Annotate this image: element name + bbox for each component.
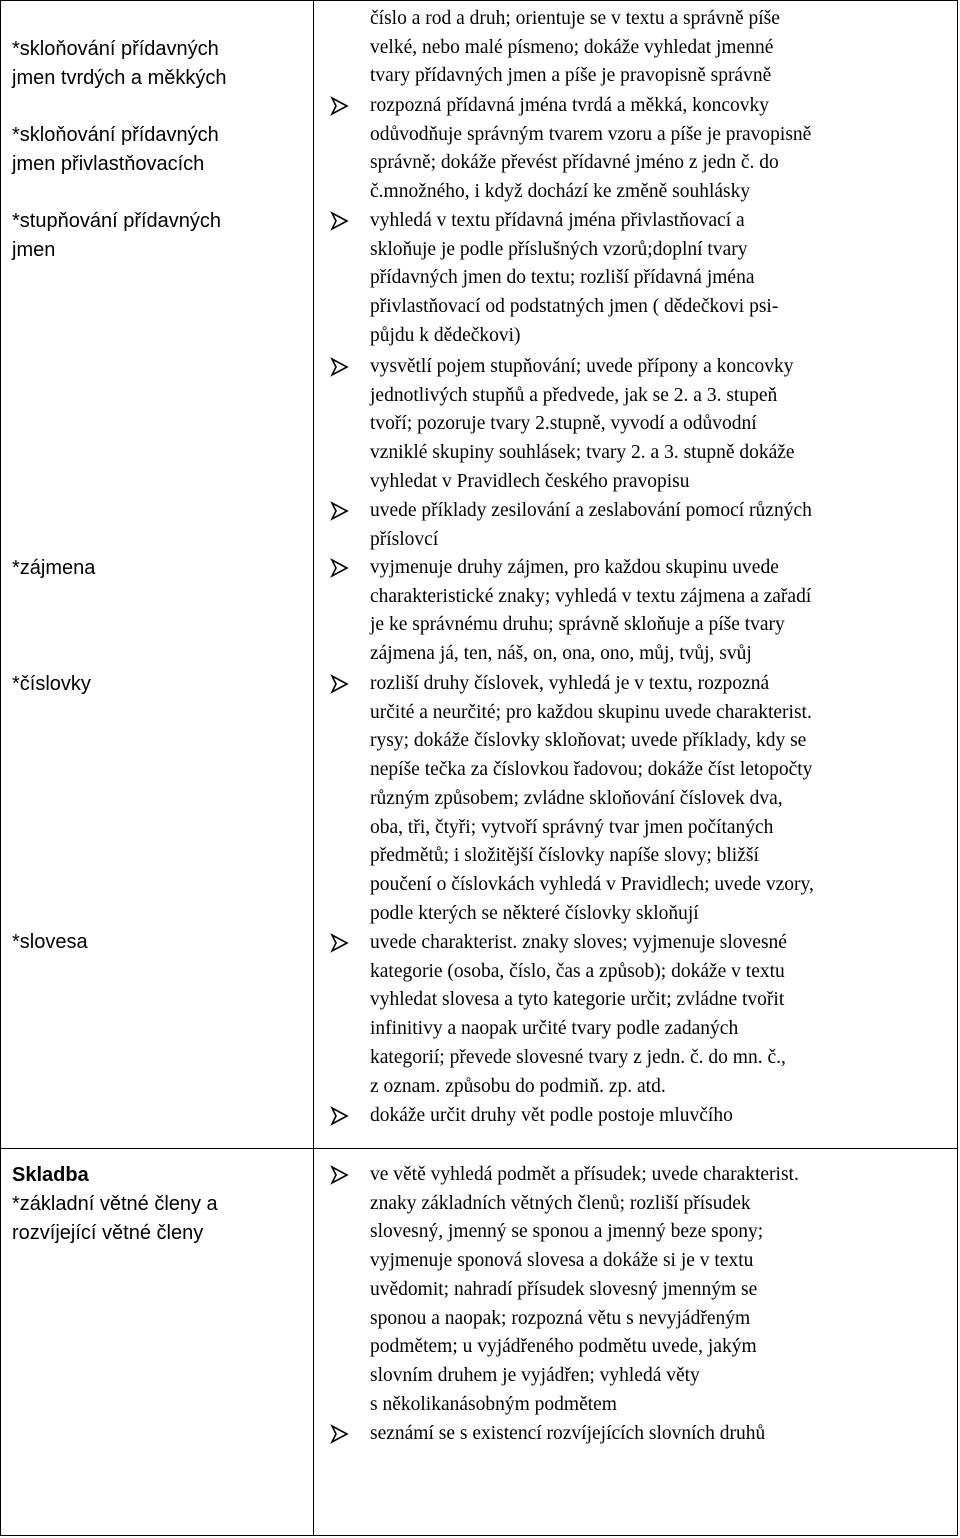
topic-adjective-declension: *skloňování přídavných jmen tvrdých a měkkých bbox=[12, 38, 227, 89]
table-border-bottom bbox=[0, 1535, 958, 1536]
table-column-divider bbox=[313, 0, 314, 1536]
arrowhead-bullet-icon bbox=[330, 357, 350, 377]
topic-syntax: Skladba *základní větné členy a rozvíjející větné členy bbox=[12, 1161, 218, 1248]
table-border-left bbox=[0, 0, 1, 1536]
outcome-modifiers: seznámí se s existencí rozvíjejících slovních druhů bbox=[370, 1423, 766, 1444]
table-row-divider bbox=[0, 1148, 958, 1149]
outcome-numerals: rozliší druhy číslovek, vyhledá je v textu, rozpozná určité a neurčité; pro každou skupinu uvede charakterist. rysy; dokáže číslovky skloňovat; uvede příklady, kdy se nepíše tečka za číslovkou řadovou; dokáže číst letopočty různým způsobem; zvládne skloňování číslovek dva, oba, tři, čtyři; vytvoří správný tvar jmen počítaných předmětů; i složitější číslovky napíše slovy; bližší poučení o číslovkách vyhledá v Pravidlech; uvede vzory, podle kterých se některé číslovky skloňují bbox=[370, 673, 814, 924]
outcome-subject-predicate: ve větě vyhledá podmět a přísudek; uvede charakterist. znaky základních větných členů; rozliší přísudek slovesný, jmenný se sponou a jmenný beze spony; vyjmenuje sponová slovesa a dokáže si je v textu uvědomit; nahradí přísudek slovesný jmenným se sponou a naopak; rozpozná větu s nevyjádřeným podmětem; u vyjádřeného podmětu uvede, jakým slovním druhem je vyjádřen; vyhledá věty s několikanásobným podmětem bbox=[370, 1164, 799, 1415]
arrowhead-bullet-icon bbox=[330, 1106, 350, 1126]
topic-numerals: *číslovky bbox=[12, 673, 91, 695]
arrowhead-bullet-icon bbox=[330, 96, 350, 116]
table-border-top bbox=[0, 0, 958, 1]
outcome-possessive: vyhledá v textu přídavná jména přivlastňovací a skloňuje je podle příslušných vzorů;doplní tvary přídavných jmen do textu; rozliší přídavná jména přivlastňovací od podstatných jmen ( dědečkovi psi- půjdu k dědečkovi) bbox=[370, 210, 779, 346]
outcome-comparison: vysvětlí pojem stupňování; uvede přípony a koncovky jednotlivých stupňů a předvede, jak se 2. a 3. stupeň tvoří; pozoruje tvary 2.stupně, vyvodí a odůvodní vzniklé skupiny souhlásek; tvary 2. a 3. stupně dokáže vyhledat v Pravidlech českého pravopisu bbox=[370, 356, 795, 492]
topic-verbs: *slovesa bbox=[12, 931, 88, 953]
syntax-title: Skladba bbox=[12, 1164, 89, 1186]
arrowhead-bullet-icon bbox=[330, 211, 350, 231]
topic-pronouns: *zájmena bbox=[12, 557, 96, 579]
arrowhead-bullet-icon bbox=[330, 674, 350, 694]
arrowhead-bullet-icon bbox=[330, 501, 350, 521]
topic-adjective-possessive: *skloňování přídavných jmen přivlastňovacích bbox=[12, 124, 219, 175]
outcome-intro: číslo a rod a druh; orientuje se v textu a správně píše velké, nebo malé písmeno; dokáže vyhledat jmenné tvary přídavných jmen a píše je pravopisně správně bbox=[370, 8, 780, 87]
outcome-hard-soft: rozpozná přídavná jména tvrdá a měkká, koncovky odůvodňuje správným tvarem vzoru a píše je pravopisně správně; dokáže převést přídavné jméno z jedn č. do č.množného, i když dochází ke změně souhlásky bbox=[370, 95, 812, 203]
outcome-adverbs: uvede příklady zesilování a zeslabování pomocí různých příslovcí bbox=[370, 500, 812, 550]
outcome-pronouns: vyjmenuje druhy zájmen, pro každou skupinu uvede charakteristické znaky; vyhledá v textu zájmena a zařadí je ke správnému druhu; správně skloňuje a píše tvary zájmena já, ten, náš, on, ona, ono, můj, tvůj, svůj bbox=[370, 557, 812, 665]
arrowhead-bullet-icon bbox=[330, 1165, 350, 1185]
arrowhead-bullet-icon bbox=[330, 558, 350, 578]
outcome-verbs: uvede charakterist. znaky sloves; vyjmenuje slovesné kategorie (osoba, číslo, čas a způsob); dokáže v textu vyhledat slovesa a tyto kategorie určit; zvládne tvořit infinitivy a naopak určité tvary podle zadaných kategorií; převede slovesné tvary z jedn. č. do mn. č., z oznam. způsobu do podmiň. zp. atd. bbox=[370, 932, 787, 1097]
arrowhead-bullet-icon bbox=[330, 933, 350, 953]
arrowhead-bullet-icon bbox=[330, 1424, 350, 1444]
topic-adjective-comparison: *stupňování přídavných jmen bbox=[12, 210, 222, 261]
table-border-right bbox=[957, 0, 958, 1536]
outcome-sentence-types: dokáže určit druhy vět podle postoje mluvčího bbox=[370, 1105, 733, 1126]
